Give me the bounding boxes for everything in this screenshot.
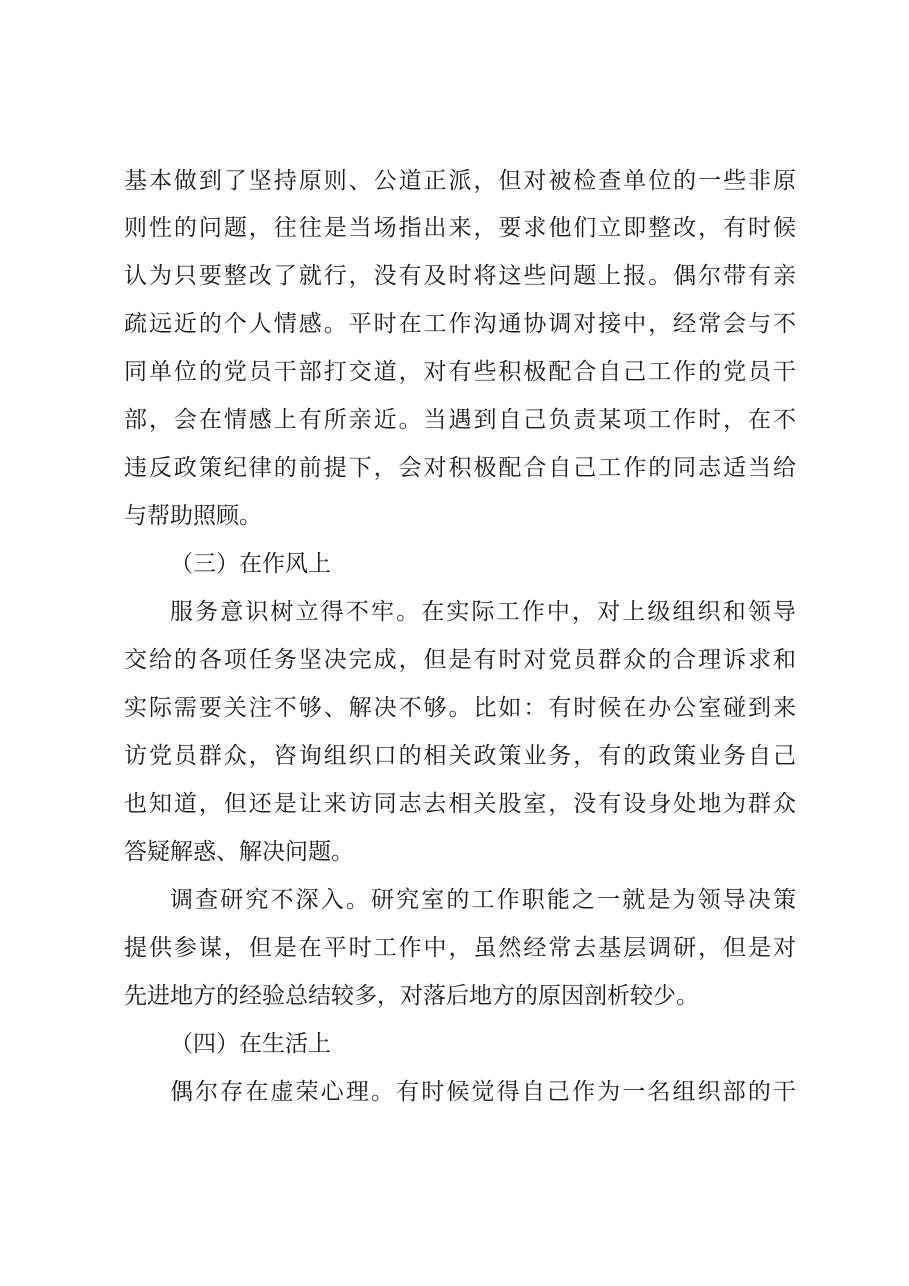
paragraph-line: 违反政策纪律的前提下，会对积极配合自己工作的同志适当给 [124,455,796,481]
paragraph-line: 认为只要整改了就行，没有及时将这些问题上报。偶尔带有亲 [124,263,796,289]
paragraph-line: 实际需要关注不够、解决不够。比如：有时候在办公室碰到来 [124,695,796,721]
paragraph-line: 先进地方的经验总结较多，对落后地方的原因剖析较少。 [124,983,699,1009]
paragraph-line: 也知道，但还是让来访同志去相关股室，没有设身处地为群众 [124,791,796,817]
paragraph-line: 提供参谋，但是在平时工作中，虽然经常去基层调研，但是对 [124,935,796,961]
paragraph-first-line: 偶尔存在虚荣心理。有时候觉得自己作为一名组织部的干 [170,1079,796,1105]
paragraph-first-line: 服务意识树立得不牢。在实际工作中，对上级组织和领导 [170,599,796,625]
paragraph-line: 答疑解惑、解决问题。 [124,839,354,865]
section-heading: （四）在生活上 [170,1031,331,1057]
paragraph-line: 同单位的党员干部打交道，对有些积极配合自己工作的党员干 [124,359,796,385]
paragraph-line: 与帮助照顾。 [124,503,262,529]
section-heading: （三）在作风上 [170,551,331,577]
paragraph-line: 则性的问题，往往是当场指出来，要求他们立即整改，有时候 [124,215,796,241]
paragraph-line: 访党员群众，咨询组织口的相关政策业务，有的政策业务自己 [124,743,796,769]
paragraph-line: 交给的各项任务坚决完成，但是有时对党员群众的合理诉求和 [124,647,796,673]
paragraph-line: 疏远近的个人情感。平时在工作沟通协调对接中，经常会与不 [124,311,796,337]
paragraph-line: 基本做到了坚持原则、公道正派，但对被检查单位的一些非原 [124,168,796,194]
paragraph-line: 部，会在情感上有所亲近。当遇到自己负责某项工作时，在不 [124,407,796,433]
paragraph-first-line: 调查研究不深入。研究室的工作职能之一就是为领导决策 [170,887,796,913]
